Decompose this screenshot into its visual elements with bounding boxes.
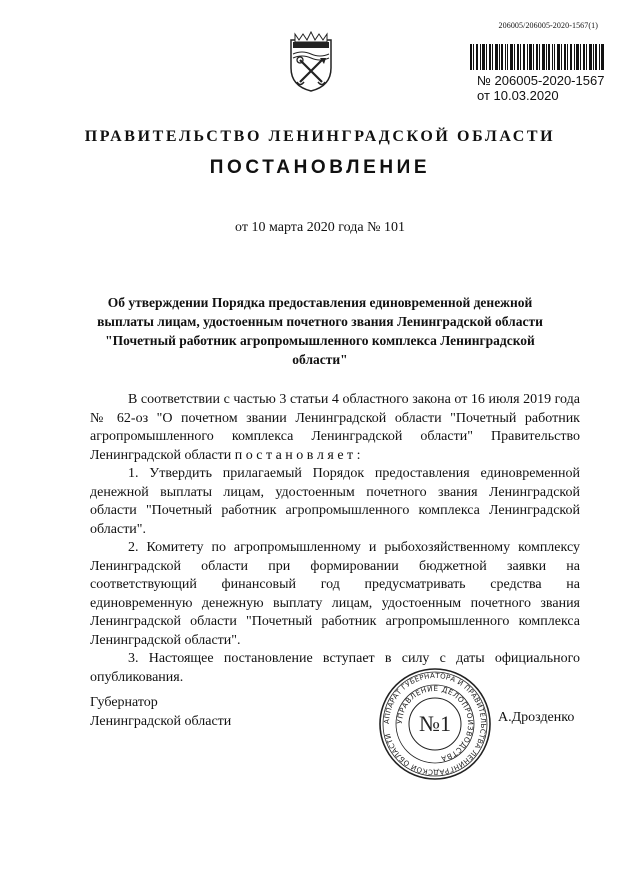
item-paragraph-1: 1. Утвердить прилагаемый Порядок предоставления единовременной денежной выплаты лицам, удостоенным почетного звания Ленинградской области "Почетный работник агропромышленного комплекса Ленинградской области".: [90, 466, 580, 537]
signatory-name: А.Дрозденко: [498, 710, 575, 725]
government-title: ПРАВИТЕЛЬСТВО ЛЕНИНГРАДСКОЙ ОБЛАСТИ: [84, 128, 556, 145]
decree-subject: Об утверждении Порядка предоставления единовременной денежной выплаты лицам, удостоенным почетного звания Ленинградской области "Почетный работник агропромышленного комплекса Ленинградской области": [97, 295, 543, 367]
item-paragraph-2: 2. Комитету по агропромышленному и рыбохозяйственному комплексу Ленинградской области при формировании бюджетной заявки на соответствующий финансовый год предусматривать средства на единовременную денежную выплату лицам, удостоенным почетного звания Ленинградской области "Почетный работник агропромышленного комплекса Ленинградской области".: [90, 540, 580, 648]
registration-number: № 206005-2020-1567: [477, 73, 605, 88]
signatory-position: [90, 693, 231, 731]
stamp-ring-text: АППАРАТ ГУБЕРНАТОРА И ПРАВИТЕЛЬСТВА ЛЕНИНГРАДСКОЙ ОБЛАСТИ: [382, 671, 488, 777]
registration-date: от 10.03.2020: [477, 88, 559, 103]
preamble-paragraph: В соответствии с частью 3 статьи 4 областного закона от 16 июля 2019 года № 62-оз "О почетном звании Ленинградской области "Почетный работник агропромышленного комплекса Ленинградской области" Правительство Ленинградской области п о с т а н о в л я е т :: [90, 392, 580, 463]
decree-body: [90, 391, 580, 687]
stamp-number: №1: [419, 711, 451, 736]
signatory-position-line-2: Ленинградской области: [90, 714, 232, 729]
decree-title: ПОСТАНОВЛЕНИЕ: [209, 157, 431, 178]
stamp-inner-text: УПРАВЛЕНИЕ ДЕЛОПРОИЗВОДСТВА: [394, 683, 476, 764]
doc-id: 206005/206005-2020-1567(1): [498, 21, 598, 30]
seal-stamp-icon: [377, 666, 493, 782]
signatory-position-line-1: Губернатор: [90, 695, 158, 710]
barcode-icon: [470, 44, 604, 70]
coat-of-arms-icon: [287, 30, 335, 92]
decree-date-line: от 10 марта 2020 года № 101: [235, 220, 405, 235]
item-paragraph-3: 3. Настоящее постановление вступает в силу с даты официального опубликования.: [90, 651, 580, 685]
